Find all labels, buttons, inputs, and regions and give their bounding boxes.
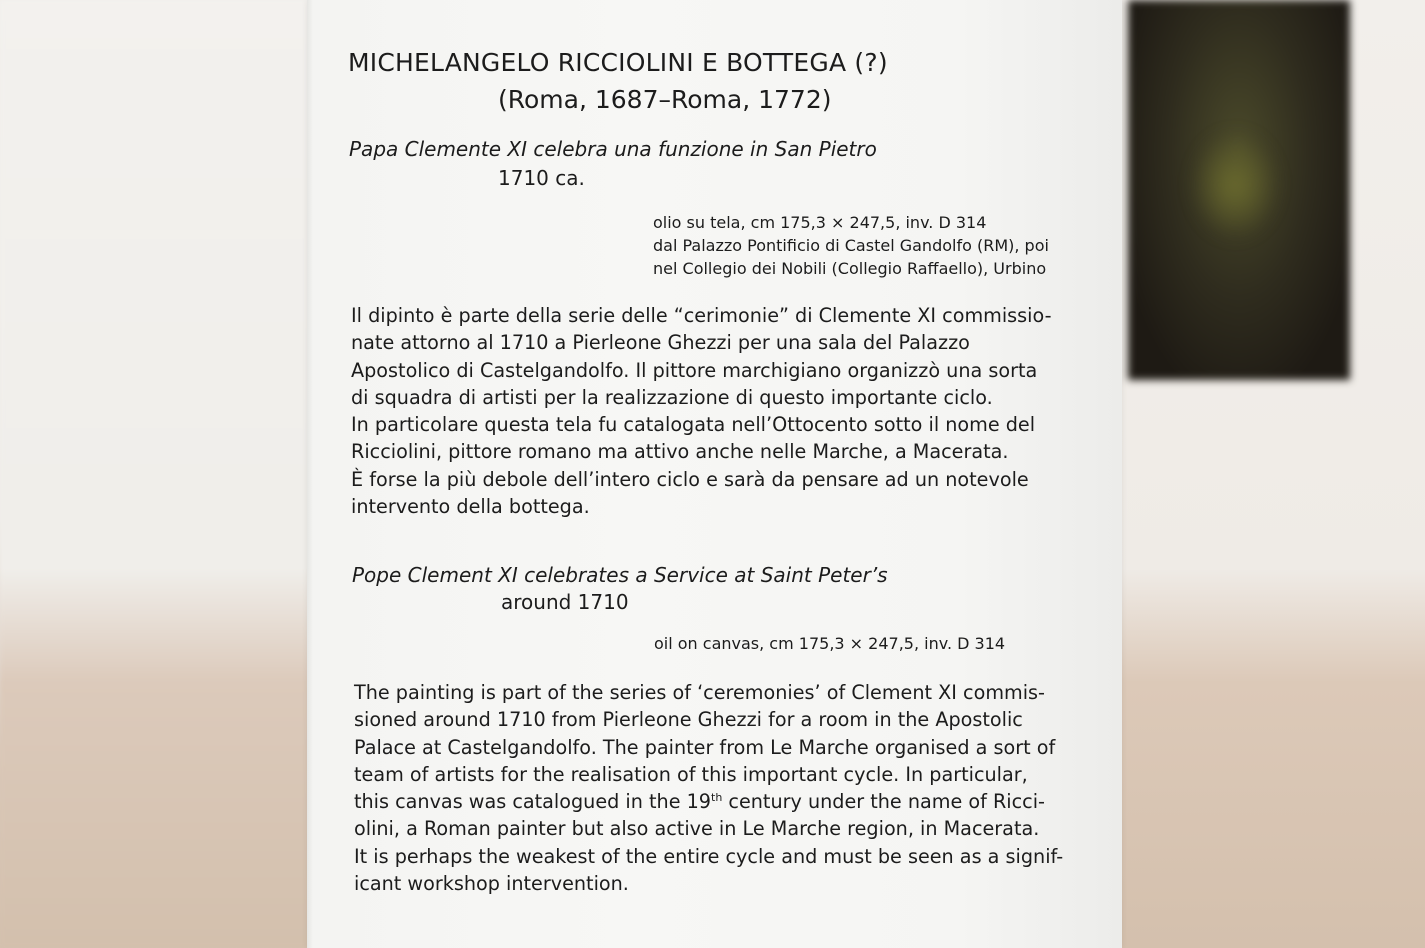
background-wall-left [0, 0, 310, 948]
detail-line: nel Collegio dei Nobili (Collegio Raffaello), Urbino [653, 259, 1047, 278]
text-segment: century under the name of Ricci- [722, 790, 1045, 814]
superscript: th [711, 791, 723, 805]
text-line: Palace at Castelgandolfo. The painter from Le Marche organised a sort of [354, 735, 1056, 759]
artwork-date-italian: 1710 ca. [498, 166, 585, 190]
text-line: sioned around 1710 from Pierleone Ghezzi for a room in the Apostolic [354, 708, 1023, 732]
text-line: olini, a Roman painter but also active in Le Marche region, in Macerata. [354, 817, 1040, 841]
text-line: Ricciolini, pittore romano ma attivo anche nelle Marche, a Macerata. [351, 440, 1009, 464]
artist-name: MICHELANGELO RICCIOLINI E BOTTEGA (?) [348, 48, 888, 77]
artwork-details-italian [653, 211, 1049, 280]
text-line: intervento della bottega. [351, 495, 590, 519]
background-painting-detail [1190, 130, 1280, 240]
description-english [354, 679, 1063, 897]
text-line: Il dipinto è parte della serie delle “cerimonie” di Clemente XI commissio- [351, 304, 1052, 327]
panel-edge [307, 0, 313, 948]
text-line: It is perhaps the weakest of the entire cycle and must be seen as a signif- [354, 844, 1064, 868]
artwork-title-italian: Papa Clemente XI celebra una funzione in San Pietro [349, 137, 877, 161]
detail-line: dal Palazzo Pontificio di Castel Gandolfo (RM), poi [653, 236, 1049, 255]
text-line: icant workshop intervention. [354, 872, 629, 896]
text-segment: this canvas was catalogued in the 19 [354, 790, 712, 814]
text-line: team of artists for the realisation of this important cycle. In particular, [354, 762, 1028, 786]
text-line: Apostolico di Castelgandolfo. Il pittore marchigiano organizzò una sorta [351, 358, 1038, 382]
artwork-title-english: Pope Clement XI celebrates a Service at Saint Peter’s [352, 563, 888, 587]
text-line: The painting is part of the series of ‘ceremonies’ of Clement XI commis- [354, 681, 1045, 704]
artwork-details-english: oil on canvas, cm 175,3 × 247,5, inv. D 314 [654, 634, 1006, 653]
artwork-date-english: around 1710 [501, 590, 629, 614]
text-line: nate attorno al 1710 a Pierleone Ghezzi per una sala del Palazzo [351, 331, 970, 355]
text-line [354, 788, 1063, 815]
detail-line: olio su tela, cm 175,3 × 247,5, inv. D 314 [653, 213, 987, 232]
description-italian [351, 302, 1052, 520]
text-line: di squadra di artisti per la realizzazione di questo importante ciclo. [351, 385, 993, 409]
artist-dates: (Roma, 1687–Roma, 1772) [498, 85, 832, 114]
text-line: È forse la più debole dell’intero ciclo e sarà da pensare ad un notevole [351, 467, 1029, 491]
text-line: In particolare questa tela fu catalogata nell’Ottocento sotto il nome del [351, 413, 1036, 437]
